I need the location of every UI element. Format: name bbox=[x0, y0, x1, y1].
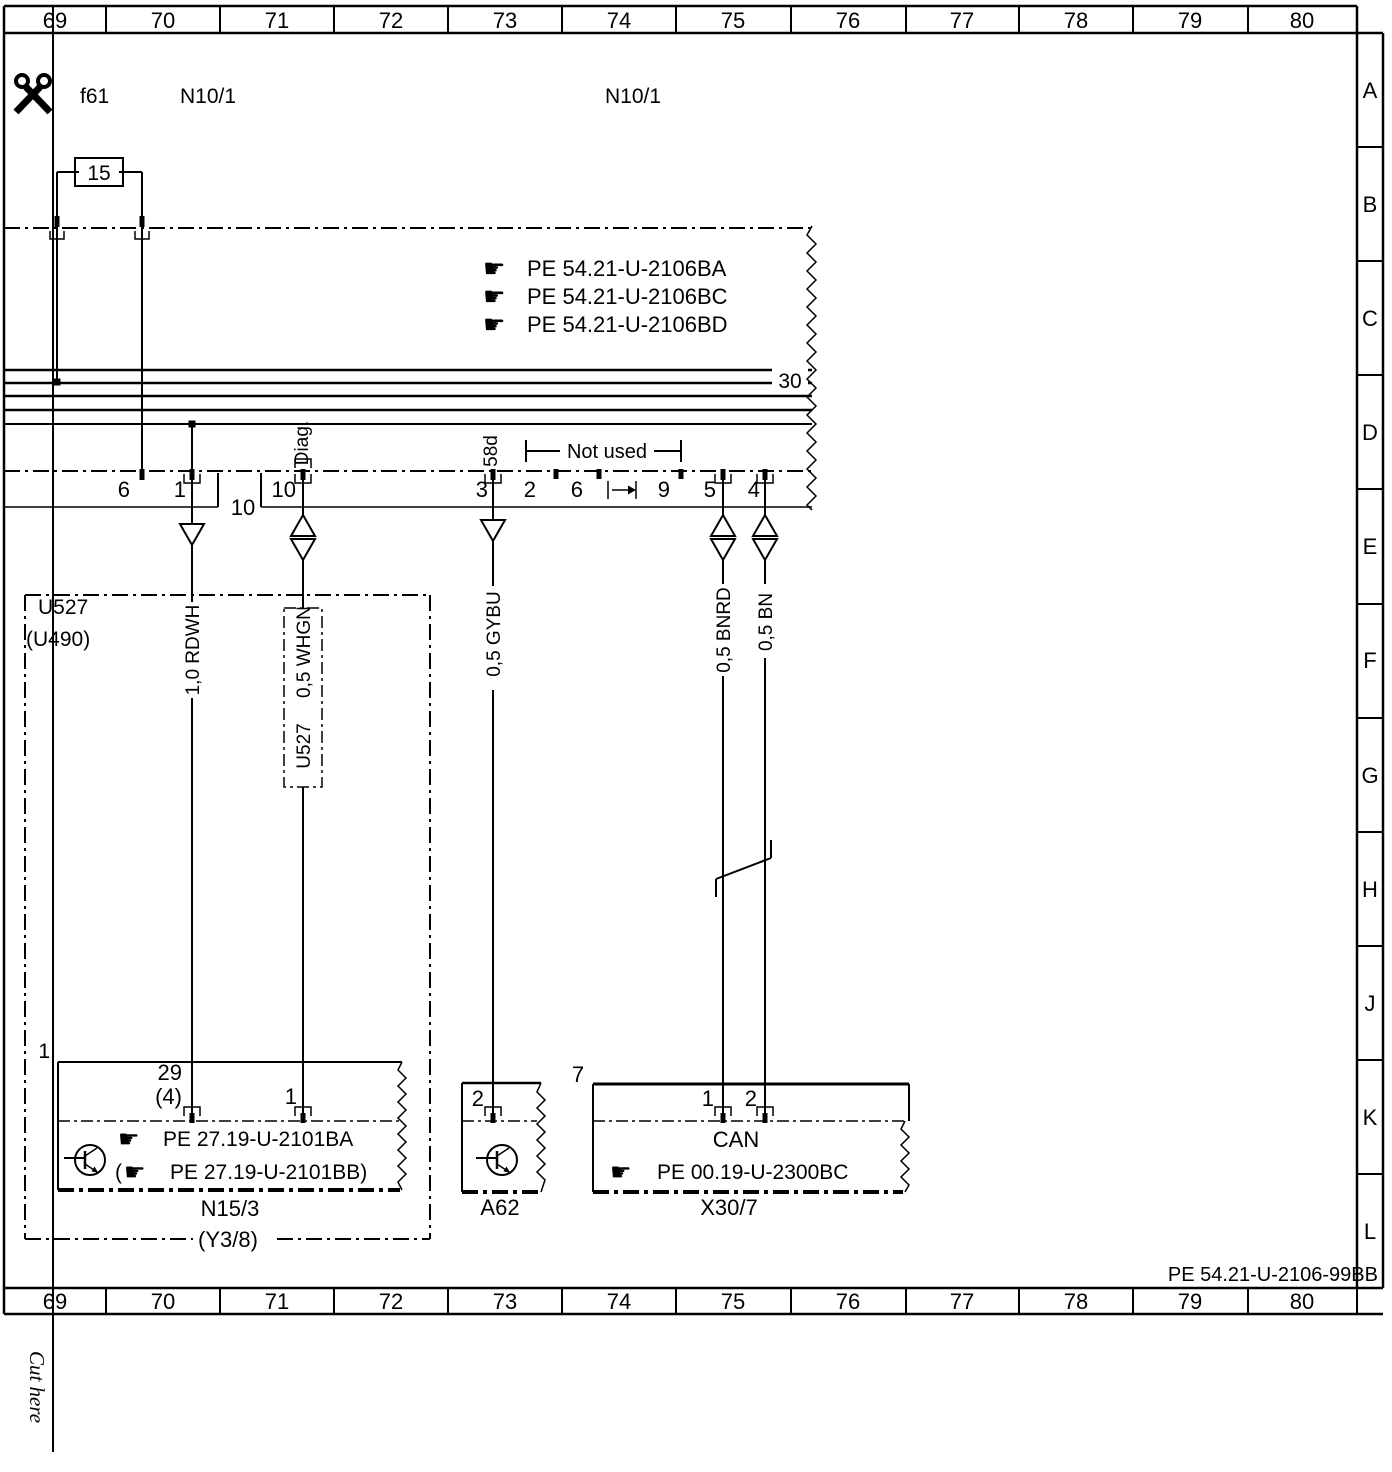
component-name-label: X30/7 bbox=[700, 1195, 758, 1220]
cut-here-label: Cut here bbox=[25, 1350, 49, 1424]
wire-box-code-label: U527 bbox=[294, 723, 315, 769]
ruler-cell-label: 71 bbox=[264, 1289, 290, 1314]
ruler-row-label: F bbox=[1363, 648, 1377, 673]
ruler-cell-label: 76 bbox=[835, 8, 861, 33]
pin-label: 4 bbox=[747, 477, 760, 502]
pin-label: 2 bbox=[744, 1086, 757, 1111]
reference-label: PE 54.21-U-2106BC bbox=[527, 284, 728, 309]
pointing-hand-icon: ☛ bbox=[610, 1158, 632, 1186]
fuse-rating-label: 15 bbox=[87, 162, 111, 185]
component-name-label: A62 bbox=[480, 1195, 520, 1220]
pointing-hand-icon: ☛ bbox=[483, 254, 506, 283]
pin-label: (4) bbox=[155, 1084, 182, 1109]
twisted-pair-symbol bbox=[716, 840, 771, 897]
component-alt-name-label: (Y3/8) bbox=[198, 1227, 258, 1252]
ruler-cell-label: 79 bbox=[1177, 1289, 1203, 1314]
terminal-30-label: 30 bbox=[778, 370, 802, 393]
ruler-cell-label: 77 bbox=[949, 1289, 975, 1314]
bus-name-label: CAN bbox=[712, 1127, 760, 1152]
ruler-cell-label: 77 bbox=[949, 8, 975, 33]
wire-label-bn: 0,5 BN bbox=[756, 592, 777, 652]
ruler-cell-label: 72 bbox=[378, 1289, 404, 1314]
document-number: PE 54.21-U-2106-99BB bbox=[1167, 1264, 1378, 1286]
ruler-cell-label: 74 bbox=[606, 1289, 632, 1314]
ruler-row-label: K bbox=[1362, 1105, 1378, 1130]
transistor-icon bbox=[476, 1145, 517, 1175]
pin-label: 1 bbox=[173, 477, 186, 502]
reference-label: PE 00.19-U-2300BC bbox=[657, 1161, 849, 1184]
direction-arrow-icon bbox=[608, 481, 636, 499]
wire-label-whgn: 0,5 WHGN bbox=[294, 606, 315, 698]
ruler-row-label: D bbox=[1362, 420, 1378, 445]
pin-label: 2 bbox=[471, 1086, 484, 1111]
ruler-row-label: H bbox=[1362, 877, 1378, 902]
not-used-bracket bbox=[526, 440, 681, 463]
option-code-label: U527 bbox=[38, 596, 89, 619]
torn-edge bbox=[398, 1062, 406, 1190]
bus-lines bbox=[4, 366, 812, 428]
reference-label: PE 27.19-U-2101BA bbox=[163, 1128, 354, 1151]
pointing-hand-icon: ☛ bbox=[118, 1125, 140, 1153]
reference-links bbox=[483, 254, 728, 339]
ruler-cell-label: 80 bbox=[1289, 8, 1315, 33]
ruler-cell-label: 75 bbox=[720, 8, 746, 33]
pin-label: 9 bbox=[657, 477, 670, 502]
ruler-cell-label: 73 bbox=[492, 1289, 518, 1314]
pointing-hand-icon: ☛ bbox=[483, 310, 506, 339]
ruler-cell-label: 70 bbox=[150, 1289, 176, 1314]
ruler-cell-label: 71 bbox=[264, 8, 290, 33]
pin-label: 2 bbox=[523, 477, 536, 502]
pin-label: 5 bbox=[703, 477, 716, 502]
u527-wire-box bbox=[284, 606, 322, 787]
not-used-label: Not used bbox=[566, 441, 648, 463]
ruler-row-label: A bbox=[1362, 78, 1378, 103]
side-ruler bbox=[1357, 33, 1383, 1288]
fuse-name-label: f61 bbox=[80, 85, 110, 108]
ruler-cell-label: 69 bbox=[42, 8, 68, 33]
torn-edge bbox=[901, 1121, 909, 1192]
top-ruler bbox=[4, 6, 1357, 1314]
component-x30-7 bbox=[572, 1062, 909, 1220]
reference-paren: ( bbox=[115, 1161, 122, 1184]
ruler-cell-label: 75 bbox=[720, 1289, 746, 1314]
control-unit-n10-1 bbox=[4, 85, 816, 520]
reference-label: PE 54.21-U-2106BD bbox=[527, 312, 728, 337]
component-name-label: N15/3 bbox=[200, 1196, 260, 1221]
bottom-ruler bbox=[4, 1288, 1383, 1314]
signal-label-diag: Diag. bbox=[292, 420, 313, 466]
ruler-cell-label: 80 bbox=[1289, 1289, 1315, 1314]
wires bbox=[183, 424, 777, 1113]
component-name-label: N10/1 bbox=[180, 85, 237, 108]
ruler-cell-label: 69 bbox=[42, 1289, 68, 1314]
scissors-icon bbox=[16, 75, 50, 112]
connector-number-label: 10 bbox=[230, 495, 256, 520]
torn-edge bbox=[537, 1083, 545, 1192]
ruler-cell-label: 76 bbox=[835, 1289, 861, 1314]
signal-label-58d: 58d bbox=[481, 435, 502, 467]
ruler-row-label: E bbox=[1362, 534, 1378, 559]
component-name-label: N10/1 bbox=[605, 85, 662, 108]
pin-label: 6 bbox=[117, 477, 130, 502]
ruler-cell-label: 78 bbox=[1063, 8, 1089, 33]
reference-label: PE 27.19-U-2101BB) bbox=[170, 1161, 368, 1184]
pin-row bbox=[118, 459, 773, 502]
ruler-row-label: G bbox=[1361, 763, 1379, 788]
connector-callout-label: 7 bbox=[571, 1062, 585, 1087]
ruler-cell-label: 79 bbox=[1177, 8, 1203, 33]
pin-label: 1 bbox=[284, 1084, 297, 1109]
ruler-cell-label: 70 bbox=[150, 8, 176, 33]
wire-label-rdwh: 1,0 RDWH bbox=[183, 604, 204, 696]
wire-junction-label: 1 bbox=[38, 1040, 50, 1063]
transistor-icon bbox=[64, 1145, 105, 1175]
wire-label-bnrd: 0,5 BNRD bbox=[714, 587, 735, 673]
pin-label: 1 bbox=[701, 1086, 714, 1111]
ruler-row-label: B bbox=[1362, 192, 1378, 217]
torn-edge bbox=[807, 226, 816, 510]
reference-label: PE 54.21-U-2106BA bbox=[527, 256, 727, 281]
pointing-hand-icon: ☛ bbox=[483, 282, 506, 311]
wire-label-gybu: 0,5 GYBU bbox=[484, 591, 505, 677]
signal-direction-arrows bbox=[180, 515, 777, 560]
ruler-cell-label: 72 bbox=[378, 8, 404, 33]
pin-label: 10 bbox=[271, 477, 296, 502]
pin-label: 29 bbox=[157, 1060, 182, 1085]
ruler-row-label: C bbox=[1362, 306, 1378, 331]
option-code-alt-label: (U490) bbox=[26, 628, 91, 651]
ruler-cell-label: 78 bbox=[1063, 1289, 1089, 1314]
component-n15-3 bbox=[58, 1060, 406, 1252]
pin-label: 3 bbox=[475, 477, 488, 502]
ruler-cell-label: 74 bbox=[606, 8, 632, 33]
ruler-row-label: L bbox=[1363, 1219, 1377, 1244]
component-a62 bbox=[462, 1083, 545, 1220]
ruler-cell-label: 73 bbox=[492, 8, 518, 33]
ruler-row-label: J bbox=[1364, 991, 1376, 1016]
pointing-hand-icon: ☛ bbox=[124, 1158, 146, 1186]
pin-label: 6 bbox=[570, 477, 583, 502]
